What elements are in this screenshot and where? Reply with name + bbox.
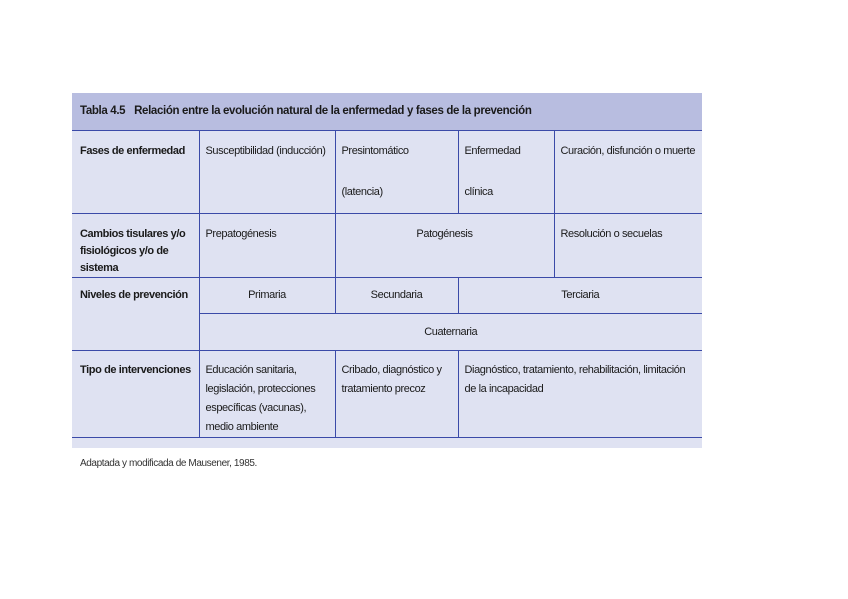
cell-curacion: Curación, disfunción o muerte bbox=[560, 145, 696, 157]
table-caption bbox=[72, 93, 702, 131]
cell-primaria: Primaria bbox=[199, 278, 335, 314]
cell-presintomatico: Presintomático (latencia) bbox=[335, 131, 458, 214]
cell-susceptibilidad: Susceptibilidad (inducción) bbox=[199, 131, 335, 214]
table-row-cambios bbox=[72, 214, 702, 278]
row-header-fases: Fases de enfermedad bbox=[72, 131, 199, 214]
cell-diagnostico: Diagnóstico, tratamiento, rehabilitación, limitación de la incapacidad bbox=[464, 364, 686, 395]
prevention-table bbox=[72, 131, 702, 438]
table-row-tipo bbox=[72, 351, 702, 438]
cell-resolucion: Resolución o secuelas bbox=[560, 228, 663, 240]
cell-cribado: Cribado, diagnóstico y tratamiento precoz bbox=[335, 351, 458, 438]
cell-cuaternaria: Cuaternaria bbox=[424, 326, 478, 338]
row-header-cambios: Cambios tisulares y/o fisiológicos y/o de sistema bbox=[72, 214, 199, 278]
cell-prepatogenesis: Prepatogénesis bbox=[199, 214, 335, 278]
table-container bbox=[72, 93, 702, 469]
table-row-niveles bbox=[72, 278, 702, 314]
table-footnote: Adaptada y modificada de Mausener, 1985. bbox=[80, 458, 257, 469]
cell-patogenesis: Patogénesis bbox=[335, 214, 554, 278]
cell-terciaria: Terciaria bbox=[561, 289, 600, 301]
caption-title: Relación entre la evolución natural de la enfermedad y fases de la prevención bbox=[134, 105, 532, 117]
cell-enfermedad-clinica: Enfermedad clínica bbox=[458, 131, 554, 214]
cell-educacion: Educación sanitaria, legislación, protecciones específicas (vacunas), medio ambiente bbox=[199, 351, 335, 438]
table-row-fases bbox=[72, 131, 702, 214]
row-header-tipo: Tipo de intervenciones bbox=[72, 351, 199, 438]
caption-number: Tabla 4.5 bbox=[80, 105, 126, 117]
cell-secundaria: Secundaria bbox=[335, 278, 458, 314]
row-header-niveles: Niveles de prevención bbox=[72, 278, 199, 351]
